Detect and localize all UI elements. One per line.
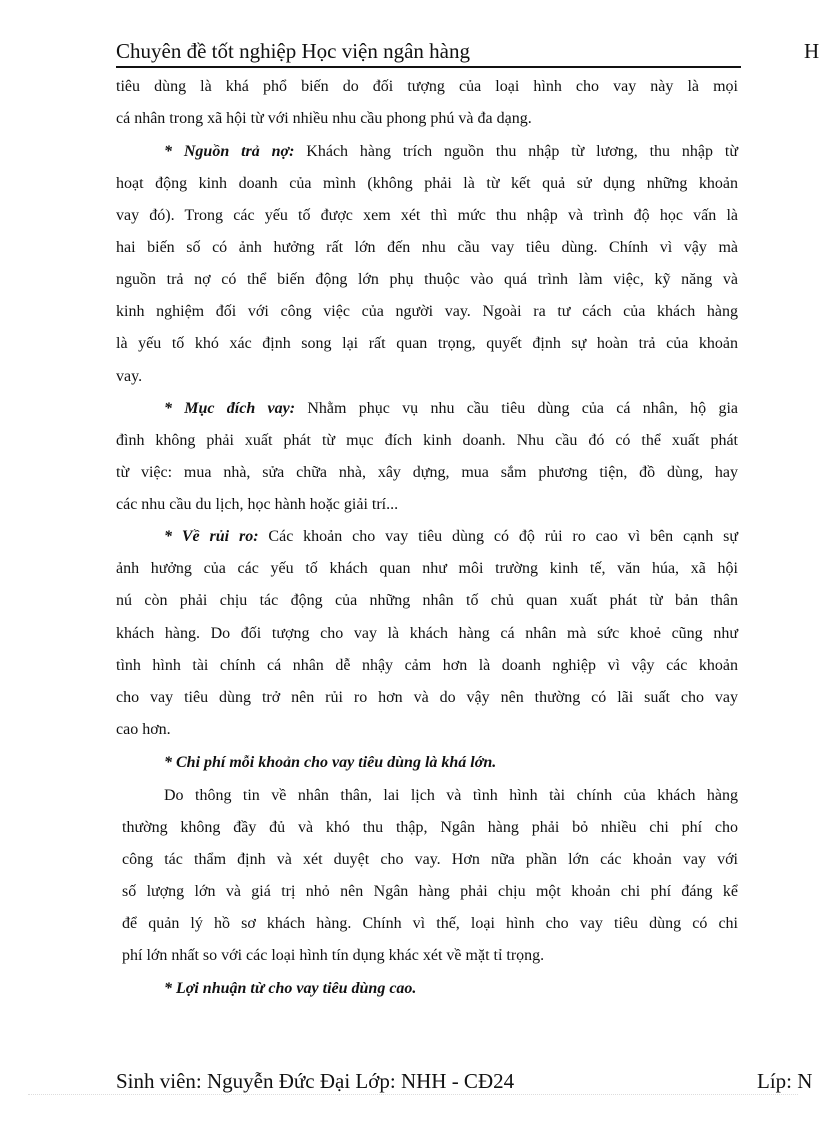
label-loan-purpose: * Mục đích vay:	[164, 400, 296, 417]
text-line: vay.	[116, 368, 143, 385]
text-line: là yếu tố khó xác định song lại rất quan trọng, quyết định sự hoàn trả của khoản	[116, 335, 738, 352]
text-line: vay đó). Trong các yếu tố được xem xét thì mức thu nhập và trình độ học vấn là	[116, 207, 738, 224]
text-line: thường không đầy đủ và khó thu thập, Ngân hàng phải bỏ nhiều chi phí cho	[122, 819, 738, 836]
text-line: số lượng lớn và giá trị nhỏ nên Ngân hàng phải chịu một khoản chi phí đáng kể	[122, 883, 738, 900]
paragraph-risk	[164, 527, 738, 547]
heading-profit: * Lợi nhuận từ cho vay tiêu dùng cao.	[164, 980, 417, 997]
text-line: kinh nghiệm đối với công việc của người vay. Ngoài ra tư cách của khách hàng	[116, 303, 738, 320]
text-line: từ việc: mua nhà, sửa chữa nhà, xây dựng, mua sắm phương tiện, đồ dùng, hay	[116, 464, 738, 481]
paragraph-repayment-source	[164, 142, 738, 162]
text-line: đình không phải xuất phát từ mục đích kinh doanh. Nhu cầu đó có thể xuất phát	[116, 432, 738, 449]
text-line: để quản lý hồ sơ khách hàng. Chính vì thế, loại hình cho vay tiêu dùng có chi	[122, 915, 738, 932]
text-line: phí lớn nhất so với các loại hình tín dụng khác xét về mặt tỉ trọng.	[122, 947, 545, 964]
text-line: hoạt động kinh doanh của mình (không phải là từ kết quả sử dụng những khoản	[116, 175, 738, 192]
text-line: Do thông tin về nhân thân, lai lịch và tình hình tài chính của khách hàng	[164, 787, 738, 804]
text-line: tiêu dùng là khá phổ biến do đối tượng của loại hình cho vay này là mọi	[116, 78, 738, 95]
text-line: Các khoản cho vay tiêu dùng có độ rủi ro cao vì bên cạnh sự	[258, 528, 738, 545]
footer-right-fragment: Líp: N	[757, 1069, 813, 1093]
heading-cost: * Chi phí mỗi khoản cho vay tiêu dùng là khá lớn.	[164, 754, 497, 771]
text-line: khách hàng. Do đối tượng cho vay là khách hàng cá nhân mà sức khoẻ cũng như	[116, 625, 738, 642]
header-title: Chuyên đề tốt nghiệp Học viện ngân hàng	[116, 39, 471, 63]
text-line: cao hơn.	[116, 721, 171, 738]
footer-student-info: Sinh viên: Nguyễn Đức Đại Lớp: NHH - CĐ24	[116, 1069, 515, 1093]
label-risk: * Về rủi ro:	[164, 528, 259, 545]
paragraph-loan-purpose	[164, 399, 738, 419]
text-line: Khách hàng trích nguồn thu nhập từ lương, thu nhập từ	[294, 143, 738, 160]
label-repayment-source: * Nguồn trả nợ:	[164, 143, 295, 160]
text-line: nguồn trả nợ có thể biến động lớn phụ thuộc vào quá trình làm việc, kỹ năng và	[116, 271, 738, 288]
footer-divider	[28, 1094, 798, 1095]
text-line: cá nhân trong xã hội từ với nhiều nhu cầu phong phú và đa dạng.	[116, 110, 532, 127]
text-line: ảnh hưởng của các yếu tố khách quan như môi trường kinh tế, văn húa, xã hội	[116, 560, 738, 577]
text-line: công tác thẩm định và xét duyệt cho vay. Hơn nữa phần lớn các khoản vay với	[122, 851, 738, 868]
header-right-fragment: H	[804, 39, 819, 63]
text-line: hai biến số có ảnh hưởng rất lớn đến nhu cầu vay tiêu dùng. Chính vì vậy mà	[116, 239, 738, 256]
text-line: Nhằm phục vụ nhu cầu tiêu dùng của cá nhân, hộ gia	[295, 400, 739, 417]
text-line: các nhu cầu du lịch, học hành hoặc giải trí...	[116, 496, 399, 513]
header-divider	[116, 66, 741, 68]
text-line: nú còn phải chịu tác động của những nhân tố chủ quan xuất phát từ bản thân	[116, 592, 738, 609]
text-line: cho vay tiêu dùng trở nên rủi ro hơn và do vậy nên thường có lãi suất cho vay	[116, 689, 738, 706]
text-line: tình hình tài chính cá nhân dễ nhậy cảm hơn là doanh nghiệp vì vậy các khoản	[116, 657, 738, 674]
